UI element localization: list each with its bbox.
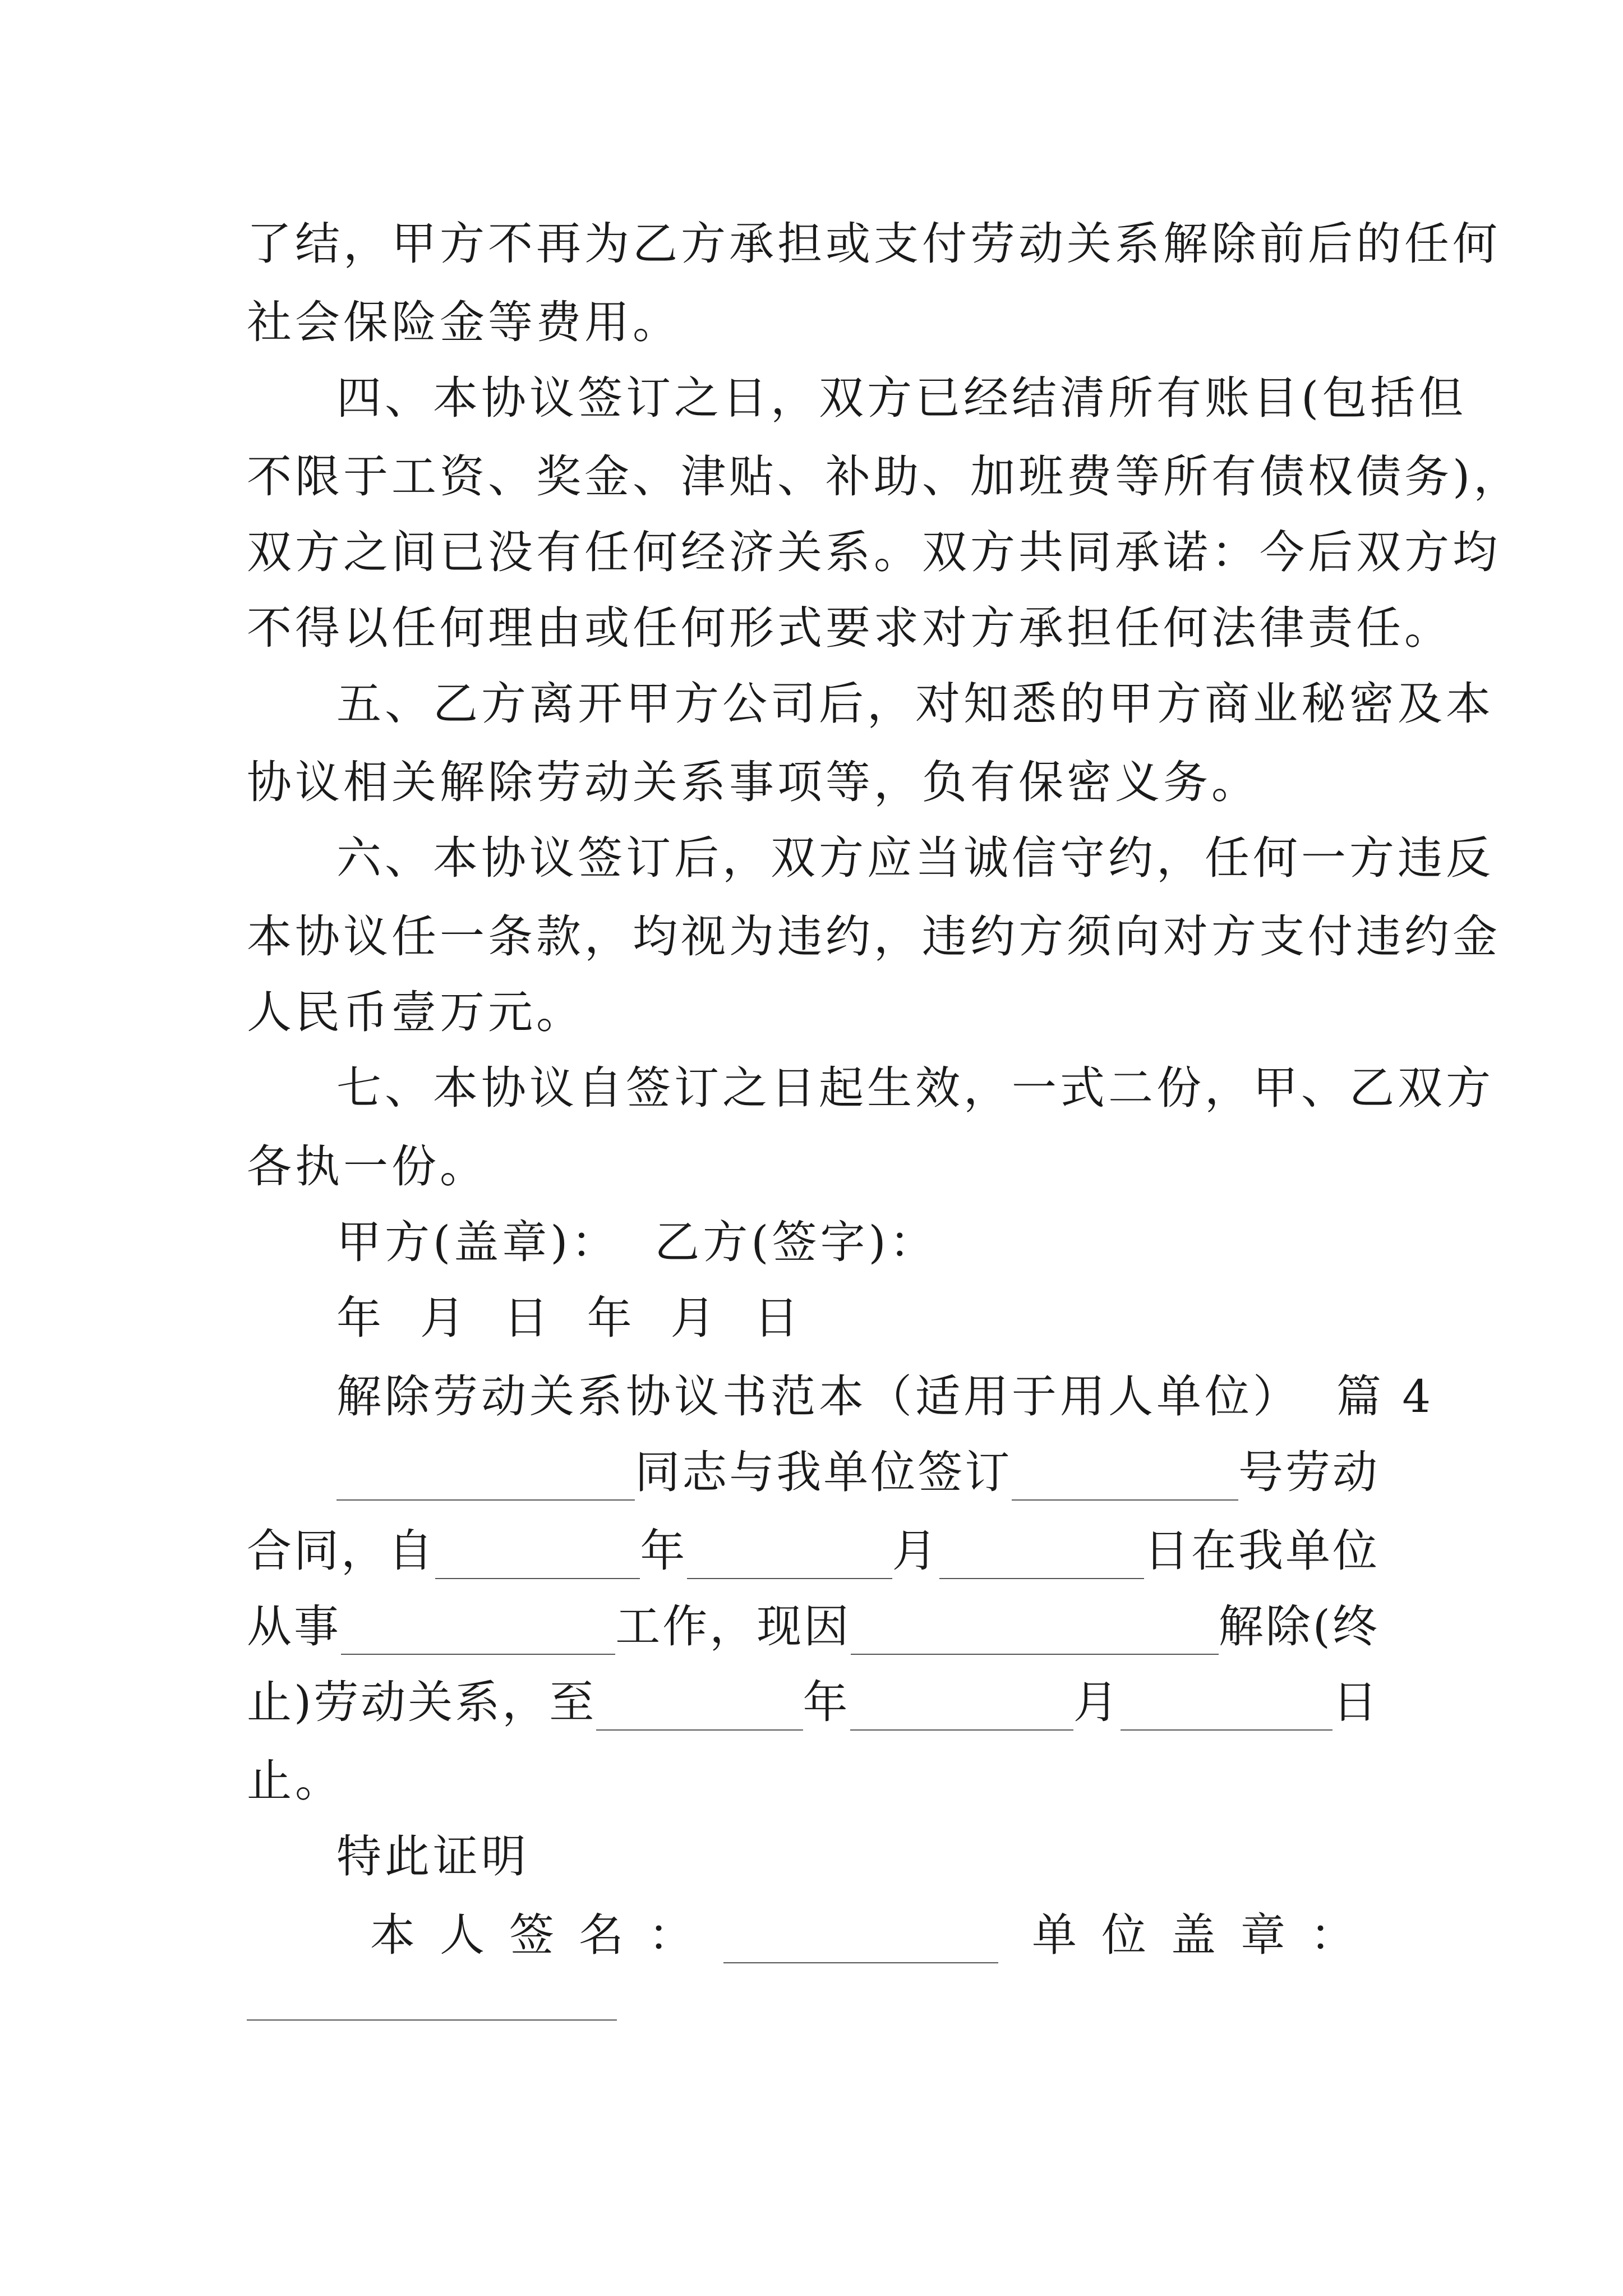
start-month-blank[interactable] bbox=[687, 1533, 892, 1579]
date-line: 年 月 日 年 月 日 bbox=[336, 1292, 803, 1344]
form-text: 工作，现因 bbox=[615, 1600, 851, 1653]
start-day-blank[interactable] bbox=[939, 1533, 1144, 1579]
name-blank[interactable] bbox=[336, 1455, 635, 1501]
paragraph-line: 人民币壹万元。 bbox=[247, 986, 584, 1038]
paragraph-line: 五、乙方离开甲方公司后，对知悉的甲方商业秘密及本 bbox=[336, 678, 1494, 730]
section-title: 解除劳动关系协议书范本（适用于用人单位） 篇 4 bbox=[336, 1370, 1435, 1423]
paragraph-line: 协议相关解除劳动关系事项等，负有保密义务。 bbox=[247, 756, 1260, 808]
end-month-blank[interactable] bbox=[850, 1685, 1073, 1731]
end-year-blank[interactable] bbox=[596, 1685, 803, 1731]
start-year-blank[interactable] bbox=[435, 1533, 640, 1579]
job-blank[interactable] bbox=[341, 1609, 615, 1655]
form-text: 月 bbox=[892, 1525, 939, 1577]
form-text: 同志与我单位签订 bbox=[635, 1446, 1012, 1498]
paragraph-line: 七、本协议自签订之日起生效，一式二份，甲、乙双方 bbox=[336, 1062, 1494, 1114]
paragraph-line: 双方之间已没有任何经济关系。双方共同承诺：今后双方均 bbox=[247, 526, 1501, 578]
form-line-2 bbox=[247, 1523, 1380, 1579]
form-text: 解除(终 bbox=[1218, 1600, 1380, 1653]
form-line-5: 止。 bbox=[247, 1755, 343, 1807]
paragraph-line: 不限于工资、奖金、津贴、补助、加班费等所有债权债务)， bbox=[247, 450, 1522, 503]
form-line-3 bbox=[247, 1599, 1380, 1655]
end-day-blank[interactable] bbox=[1121, 1685, 1332, 1731]
sign-person-label: 本人签名： bbox=[370, 1909, 718, 1961]
form-text: 日在我单位 bbox=[1144, 1525, 1380, 1577]
form-text: 合同，自 bbox=[247, 1525, 435, 1577]
sign-person-blank[interactable] bbox=[723, 1917, 998, 1963]
paragraph-line: 了结，甲方不再为乙方承担或支付劳动关系解除前后的任何 bbox=[247, 218, 1501, 270]
paragraph-line: 四、本协议签订之日，双方已经结清所有账目(包括但 bbox=[336, 372, 1467, 424]
signature-party-line: 甲方(盖章)： 乙方(签字)： bbox=[336, 1216, 938, 1268]
paragraph-line: 各执一份。 bbox=[247, 1140, 488, 1193]
paragraph-line: 社会保险金等费用。 bbox=[247, 296, 681, 348]
sign-unit-label: 单位盖章： bbox=[1032, 1909, 1380, 1961]
form-text: 年 bbox=[640, 1525, 688, 1577]
form-text: 年 bbox=[803, 1676, 850, 1728]
form-text: 止)劳动关系，至 bbox=[247, 1676, 597, 1728]
form-line-1 bbox=[336, 1444, 1380, 1501]
paragraph-line: 不得以任何理由或任何形式要求对方承担任何法律责任。 bbox=[247, 602, 1453, 654]
form-text: 日 bbox=[1332, 1676, 1380, 1728]
reason-blank[interactable] bbox=[851, 1609, 1219, 1655]
signature-line bbox=[370, 1907, 1380, 1963]
form-text: 号劳动 bbox=[1238, 1446, 1380, 1498]
contract-number-blank[interactable] bbox=[1012, 1455, 1238, 1501]
certify-text: 特此证明 bbox=[336, 1830, 529, 1883]
form-line-4 bbox=[247, 1674, 1380, 1731]
form-text: 从事 bbox=[247, 1600, 341, 1653]
form-text: 月 bbox=[1073, 1676, 1121, 1728]
unit-seal-blank[interactable] bbox=[247, 2019, 617, 2021]
paragraph-line: 六、本协议签订后，双方应当诚信守约，任何一方违反 bbox=[336, 832, 1494, 884]
paragraph-line: 本协议任一条款，均视为违约，违约方须向对方支付违约金 bbox=[247, 910, 1501, 963]
